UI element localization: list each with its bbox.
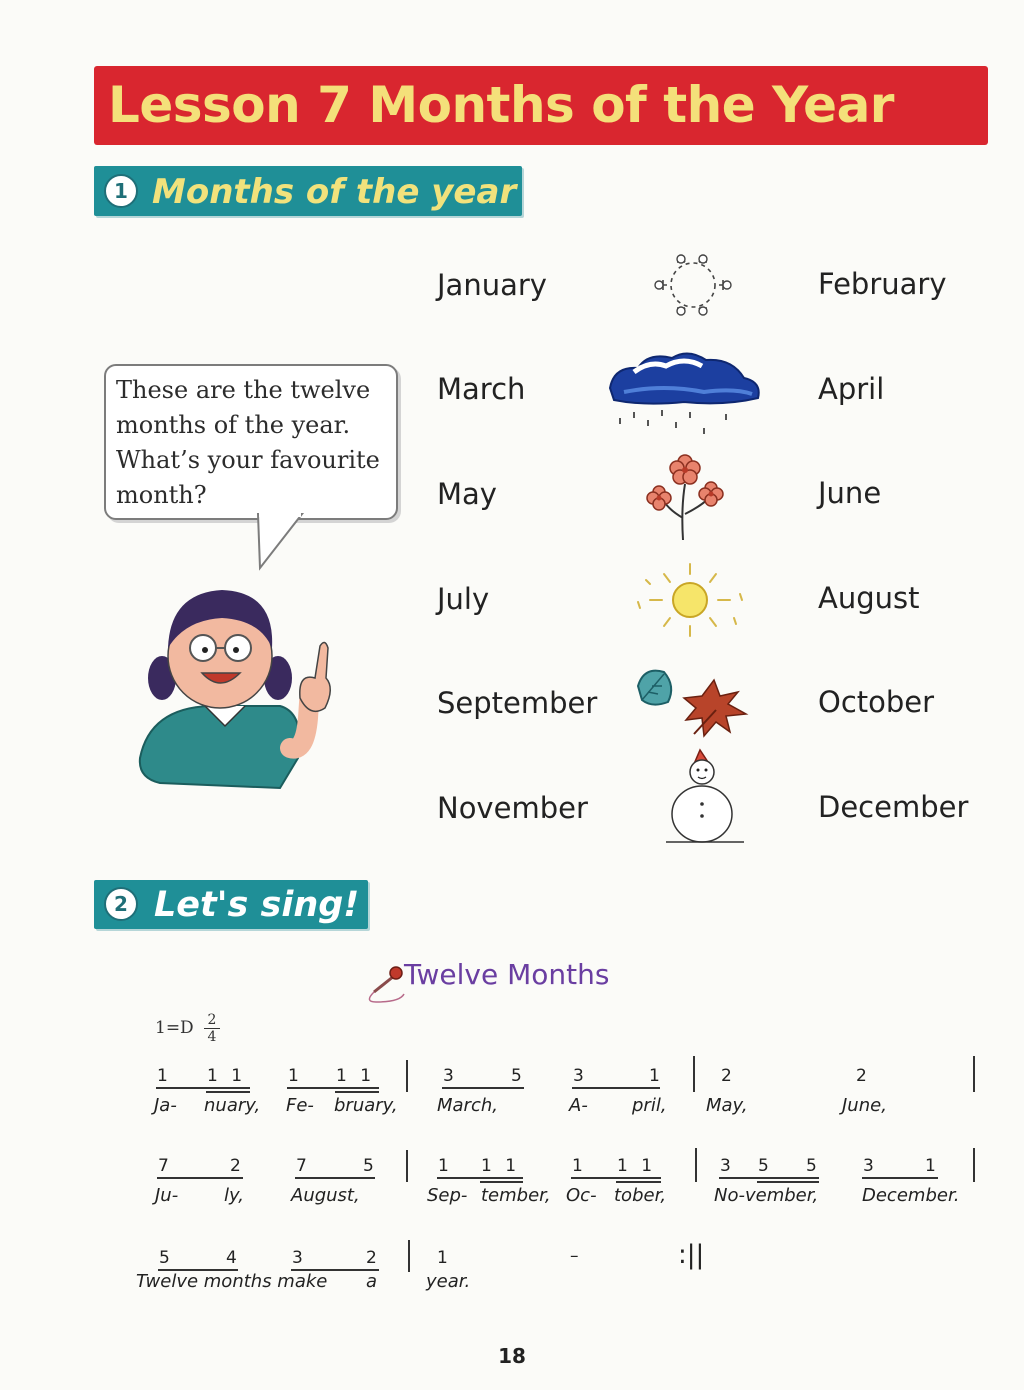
barline [406, 1060, 408, 1092]
barline [973, 1056, 975, 1092]
note: 1 1 [336, 1066, 376, 1086]
bubble-line: These are the twelve [116, 376, 371, 404]
lyric: year. [426, 1271, 471, 1292]
barline [406, 1150, 408, 1182]
lyric: bruary, [334, 1095, 398, 1116]
note: 1 1 [207, 1066, 247, 1086]
beam [719, 1177, 819, 1179]
lyric: ly, [224, 1185, 244, 1206]
beam [156, 1087, 250, 1089]
note: 3 [292, 1248, 303, 1268]
snowman-icon [664, 748, 750, 846]
speech-bubble-text [116, 373, 388, 513]
lyric: Sep- [427, 1185, 468, 1206]
lyric: tober, [614, 1185, 667, 1206]
lyric: Oc- [566, 1185, 597, 1206]
month-august: August [818, 581, 920, 615]
note: 5 [511, 1066, 522, 1086]
section-1-title: Months of the year [152, 172, 517, 212]
note: 1 [157, 1066, 168, 1086]
note: 3 [443, 1066, 454, 1086]
flower-icon [645, 448, 729, 542]
bubble-line: What’s your favourite [116, 446, 380, 474]
lyric: pril, [632, 1095, 667, 1116]
beam [572, 1087, 660, 1089]
note: 1 1 [481, 1156, 521, 1176]
note: 5 [758, 1156, 769, 1176]
month-november: November [437, 791, 588, 825]
beam [437, 1177, 523, 1179]
note: 2 [230, 1156, 241, 1176]
barline [408, 1240, 410, 1272]
note: 2 [856, 1066, 867, 1086]
beam [616, 1181, 661, 1183]
page-number: 18 [498, 1344, 526, 1368]
note: 1 [288, 1066, 299, 1086]
beam [157, 1177, 243, 1179]
time-signature-bottom: 4 [204, 1028, 220, 1045]
month-september: September [437, 686, 598, 720]
beam [335, 1091, 379, 1093]
time-signature-top: 2 [207, 1012, 217, 1028]
section-1-number: 1 [104, 174, 138, 208]
note: 1 [437, 1248, 448, 1268]
note: 3 [573, 1066, 584, 1086]
lyric: nuary, [204, 1095, 261, 1116]
bubble-line: months of the year. [116, 411, 351, 439]
month-may: May [437, 477, 497, 511]
leaves-icon [634, 664, 752, 738]
lyric: A- [569, 1095, 588, 1116]
month-january: January [437, 268, 547, 302]
note: 2 [366, 1248, 377, 1268]
section-2-number: 2 [104, 887, 138, 921]
note: 4 [226, 1248, 237, 1268]
microphone-icon [360, 962, 406, 1006]
beam [295, 1177, 375, 1179]
section-2-title: Let's sing! [154, 885, 360, 925]
beam [480, 1181, 523, 1183]
lyric: May, [706, 1095, 748, 1116]
note: 1 [572, 1156, 583, 1176]
beam [206, 1091, 250, 1093]
lyric: No-vember, [714, 1185, 819, 1206]
lyric: March, [437, 1095, 498, 1116]
note: 1 1 [617, 1156, 657, 1176]
lyric: June, [842, 1095, 887, 1116]
girl-illustration [130, 578, 350, 803]
note: 1 [438, 1156, 449, 1176]
sun-icon [628, 558, 752, 642]
snowflake-icon [645, 246, 741, 324]
rain-cloud-icon [604, 348, 764, 440]
beam [571, 1177, 661, 1179]
note: 3 [720, 1156, 731, 1176]
lyric: Twelve months make [136, 1271, 328, 1292]
month-december: December [818, 790, 969, 824]
key-signature [155, 1018, 194, 1038]
time-signature [204, 1012, 220, 1045]
note: 1 [925, 1156, 936, 1176]
note: – [570, 1246, 579, 1266]
lyric: Ju- [155, 1185, 179, 1206]
beam [862, 1177, 938, 1179]
month-march: March [437, 372, 526, 406]
note: 3 [863, 1156, 874, 1176]
lyric: Ja- [154, 1095, 177, 1116]
note: 5 [806, 1156, 817, 1176]
month-june: June [818, 476, 882, 510]
month-april: April [818, 372, 885, 406]
barline [973, 1148, 975, 1182]
beam [757, 1181, 819, 1183]
note: 7 [296, 1156, 307, 1176]
note: 5 [363, 1156, 374, 1176]
lyric: tember, [481, 1185, 551, 1206]
repeat-sign: :|| [678, 1240, 705, 1270]
lyric: a [366, 1271, 378, 1292]
barline [695, 1148, 697, 1182]
note: 7 [158, 1156, 169, 1176]
key-value: 1=D [155, 1018, 194, 1038]
note: 1 [649, 1066, 660, 1086]
month-october: October [818, 685, 935, 719]
lesson-title: Lesson 7 Months of the Year [108, 76, 894, 134]
barline [693, 1056, 695, 1092]
month-february: February [818, 267, 947, 301]
month-july: July [437, 582, 490, 616]
lyric: August, [291, 1185, 360, 1206]
speech-bubble-tail [250, 512, 310, 572]
beam [442, 1087, 524, 1089]
note: 2 [721, 1066, 732, 1086]
lyric: Fe- [286, 1095, 314, 1116]
beam [287, 1087, 379, 1089]
lyric: December. [862, 1185, 960, 1206]
note: 5 [159, 1248, 170, 1268]
song-title: Twelve Months [404, 958, 610, 991]
bubble-line: month? [116, 481, 207, 509]
